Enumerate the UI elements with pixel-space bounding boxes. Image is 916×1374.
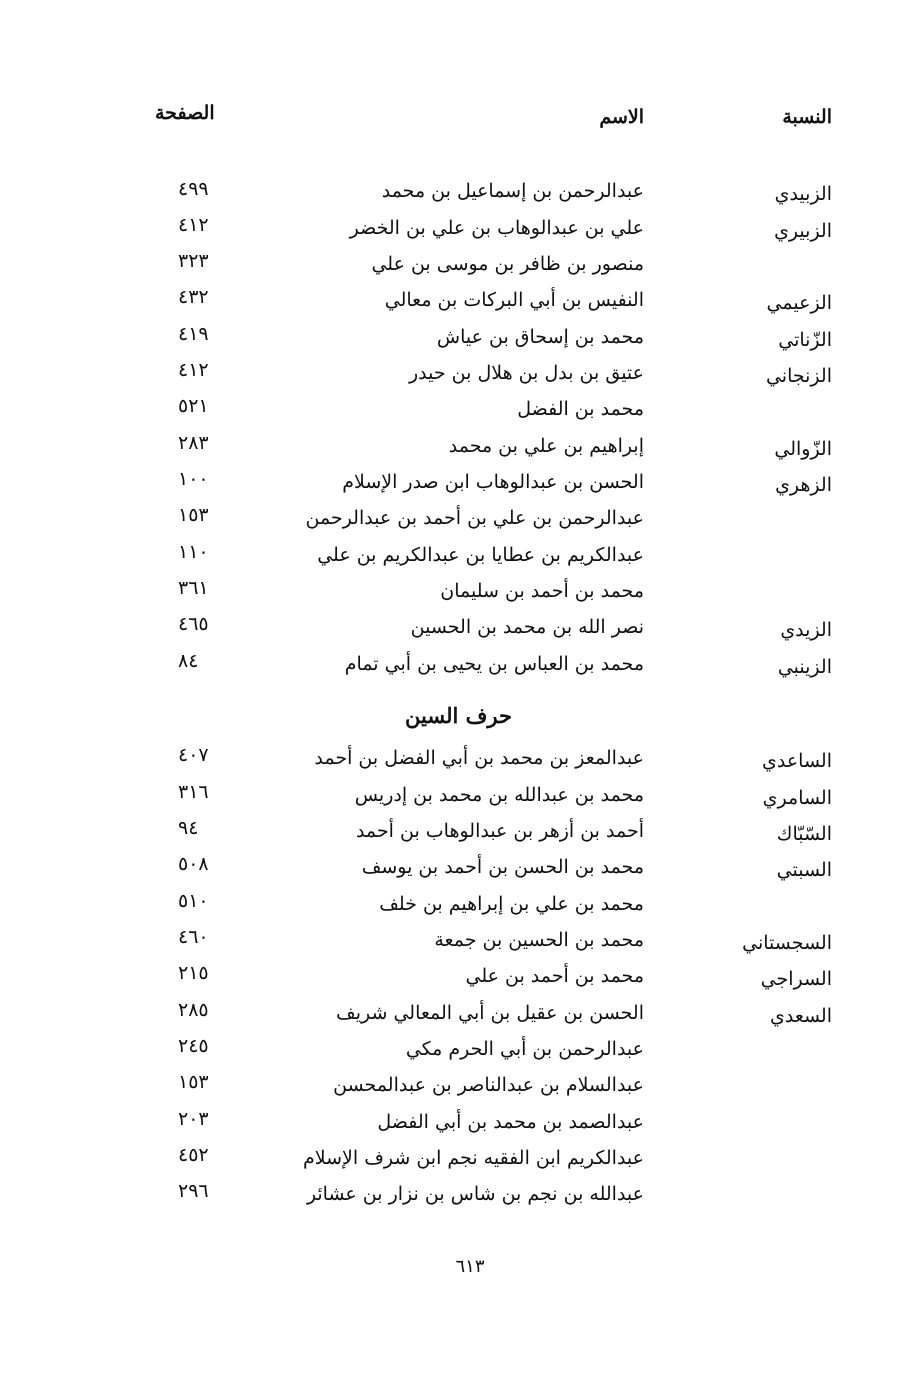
page-cell: ٤٠٧ [178,744,209,766]
name-cell: علي بن عبدالوهاب بن علي بن الخضر [349,217,644,239]
nisba-cell: الزينبي [777,656,832,678]
nisba-cell: الزّوالي [774,438,832,460]
name-cell: عبدالرحمن بن أبي الحرم مكي [405,1038,644,1060]
nisba-cell: الزّناتي [778,329,832,351]
page-cell: ٤١٢ [178,359,209,381]
name-cell: عبدالسلام بن عبدالناصر بن عبدالمحسن [333,1074,644,1096]
name-cell: عبدالرحمن بن إسماعيل بن محمد [381,180,644,202]
nisba-cell: الزيدي [780,619,832,641]
page-cell: ٢٨٣ [178,432,209,454]
name-cell: عبدالكريم بن عطايا بن عبدالكريم بن علي [317,544,644,566]
header-name: الاسم [599,106,644,128]
nisba-cell: الساعدي [762,750,832,772]
page-cell: ٥١٠ [178,890,209,912]
page-cell: ٤٣٢ [178,286,209,308]
page-cell: ٤٥٢ [178,1144,209,1166]
name-cell: محمد بن الفضل [517,398,644,420]
page-cell: ٥٢١ [178,395,209,417]
name-cell: محمد بن أحمد بن سليمان [440,580,644,602]
page-cell: ٤١٩ [178,323,209,345]
name-cell: عبدالصمد بن محمد بن أبي الفضل [377,1111,644,1133]
name-cell: الحسن بن عبدالوهاب ابن صدر الإسلام [342,471,644,493]
page-cell: ٣٦١ [178,577,209,599]
page-cell: ٢١٥ [178,962,209,984]
page-cell: ٣١٦ [178,781,209,803]
nisba-cell: السامري [762,787,832,809]
header-page: الصفحة [155,102,215,124]
nisba-cell: السراجي [760,968,832,990]
name-cell: محمد بن علي بن إبراهيم بن خلف [379,893,644,915]
nisba-cell: الزهري [775,474,832,496]
page-cell: ٢٤٥ [178,1035,209,1057]
nisba-cell: الزنجاني [765,365,832,387]
name-cell: محمد بن الحسين بن جمعة [434,929,644,951]
nisba-cell: الزبيري [774,220,832,242]
name-cell: عبدالله بن نجم بن شاس بن نزار بن عشائر [306,1183,644,1205]
name-cell: عبدالكريم ابن الفقيه نجم ابن شرف الإسلام [303,1147,644,1169]
name-cell: عبدالمعز بن محمد بن أبي الفضل بن أحمد [314,747,644,769]
name-cell: الحسن بن عقيل بن أبي المعالي شريف [336,1002,644,1024]
section-title: حرف السين [405,703,512,728]
header-nisba: النسبة [782,106,832,128]
page-cell: ٥٠٨ [178,853,209,875]
name-cell: منصور بن ظافر بن موسى بن علي [371,253,644,275]
page-cell: ١٠٠ [178,468,209,490]
nisba-cell: الزبيدي [774,183,832,205]
nisba-cell: السجستاني [742,932,832,954]
nisba-cell: السعدي [769,1005,832,1027]
name-cell: أحمد بن أزهر بن عبدالوهاب بن أحمد [355,820,644,842]
nisba-cell: الزعيمي [766,292,832,314]
page-cell: ٤٩٩ [178,178,209,200]
name-cell: محمد بن عبدالله بن محمد بن إدريس [354,784,644,806]
page-cell: ٨٤ [178,650,199,672]
nisba-cell: السّبّاك [776,823,832,845]
name-cell: محمد بن الحسن بن أحمد بن يوسف [361,856,644,878]
name-cell: عتيق بن بدل بن هلال بن حيدر [409,362,644,384]
page-number: ٦١٣ [455,1256,485,1277]
page-cell: ٩٤ [178,817,199,839]
nisba-cell: السبتي [776,859,832,881]
name-cell: النفيس بن أبي البركات بن معالي [384,289,644,311]
page-cell: ٤٦٠ [178,926,209,948]
page-cell: ٢٩٦ [178,1180,209,1202]
page-cell: ٣٢٣ [178,250,209,272]
page-cell: ٢٠٣ [178,1108,209,1130]
name-cell: عبدالرحمن بن علي بن أحمد بن عبدالرحمن [305,507,644,529]
name-cell: محمد بن إسحاق بن عياش [436,326,644,348]
page-cell: ١٥٣ [178,1071,209,1093]
page-cell: ١٥٣ [178,504,209,526]
name-cell: إبراهيم بن علي بن محمد [448,435,644,457]
page-cell: ٢٨٥ [178,999,209,1021]
name-cell: محمد بن العباس بن يحيى بن أبي تمام [344,653,644,675]
name-cell: نصر الله بن محمد بن الحسين [410,616,644,638]
page-cell: ٤١٢ [178,214,209,236]
name-cell: محمد بن أحمد بن علي [465,965,644,987]
page-cell: ١١٠ [178,541,209,563]
page-cell: ٤٦٥ [178,613,209,635]
